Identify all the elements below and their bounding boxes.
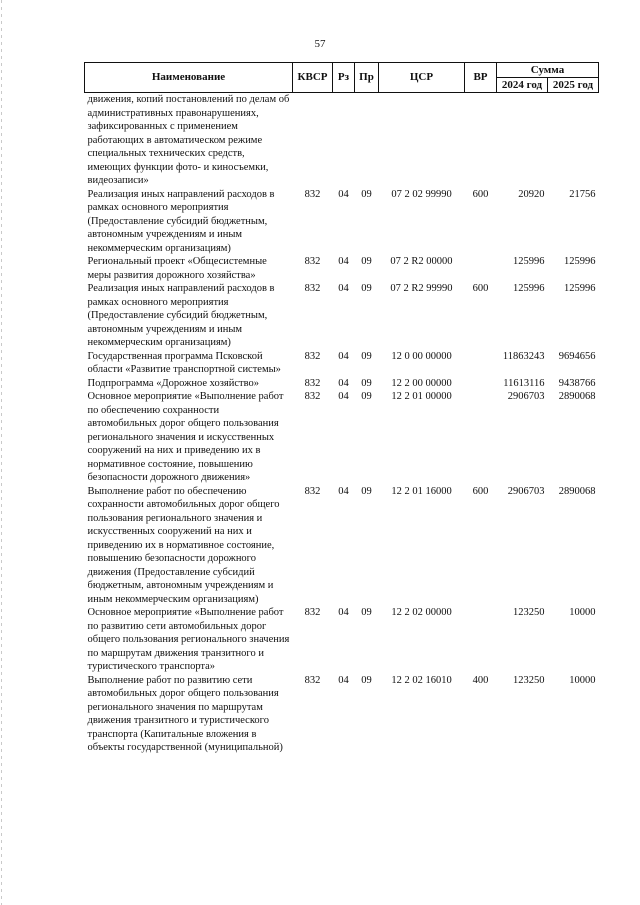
cell-vr — [465, 390, 497, 485]
cell-rz — [333, 93, 355, 188]
header-sum: Сумма — [497, 63, 599, 78]
cell-kvsr: 832 — [304, 350, 321, 362]
header-vr: ВР — [465, 63, 497, 93]
cell-csr: 12 2 00 00000 — [391, 377, 452, 389]
cell-sum-2025: 9438766 — [558, 377, 596, 389]
header-rz: Рз — [333, 63, 355, 93]
cell-kvsr: 832 — [304, 674, 321, 686]
cell-vr: 600 — [472, 283, 489, 294]
cell-csr: 12 0 00 00000 — [391, 350, 452, 362]
table-row — [85, 188, 599, 256]
cell-kvsr: 832 — [304, 188, 321, 200]
cell-vr — [465, 606, 497, 674]
cell-pr: 09 — [361, 391, 372, 402]
cell-sum-2025: 10000 — [569, 607, 596, 618]
cell-csr — [379, 93, 465, 188]
cell-rz: 04 — [338, 485, 349, 497]
table-body — [85, 93, 599, 755]
cell-kvsr — [293, 93, 333, 188]
cell-kvsr: 832 — [304, 256, 321, 267]
cell-name: Региональный проект «Общесистемные меры развития дорожного хозяйства» — [87, 256, 267, 281]
cell-vr — [465, 255, 497, 282]
table-row — [85, 282, 599, 350]
header-year-2024: 2024 год — [497, 78, 548, 93]
cell-rz: 04 — [338, 377, 349, 389]
cell-kvsr: 832 — [304, 377, 321, 389]
budget-table — [84, 62, 599, 755]
table-row — [85, 674, 599, 755]
cell-name: Государственная программа Псковской области «Развитие транспортной системы» — [87, 350, 281, 375]
cell-sum-2024: 123250 — [513, 607, 545, 618]
cell-pr: 09 — [361, 377, 372, 389]
cell-kvsr: 832 — [304, 607, 321, 618]
cell-pr: 09 — [361, 283, 372, 294]
page-number: 57 — [314, 38, 326, 50]
cell-pr: 09 — [361, 188, 372, 200]
table-row — [85, 377, 599, 391]
cell-name: Выполнение работ по обеспечению сохранности автомобильных дорог общего пользования регионального значения и искусственных сооружений на них и приведению их в нормативное состояние, повышению безопасности дорожного движения (Предоставление субсидий бюджетным, автономным учреждениям и иным некоммерческим организациям) — [87, 485, 280, 605]
cell-vr — [465, 377, 497, 391]
cell-vr — [465, 93, 497, 188]
table-row — [85, 255, 599, 282]
header-kvsr: КВСР — [293, 63, 333, 93]
cell-pr: 09 — [361, 350, 372, 362]
cell-sum-2024: 125996 — [513, 283, 545, 294]
cell-sum-2024 — [497, 93, 548, 188]
cell-sum-2025 — [548, 93, 599, 188]
header-csr: ЦСР — [379, 63, 465, 93]
header-year-2025: 2025 год — [548, 78, 599, 93]
cell-sum-2024: 11863243 — [502, 350, 545, 362]
table-row — [85, 606, 599, 674]
header-pr: Пр — [355, 63, 379, 93]
cell-sum-2024: 2906703 — [507, 485, 545, 497]
cell-sum-2025: 125996 — [564, 256, 596, 267]
cell-name: Основное мероприятие «Выполнение работ по развитию сети автомобильных дорог общего пользования регионального значения по маршрутам движения транзитного и туристического транспорта» — [87, 607, 290, 672]
cell-rz: 04 — [338, 391, 349, 402]
cell-pr: 09 — [361, 607, 372, 618]
table-row — [85, 350, 599, 377]
cell-sum-2025: 9694656 — [558, 350, 596, 362]
cell-rz: 04 — [338, 283, 349, 294]
cell-sum-2025: 10000 — [569, 674, 596, 686]
cell-rz: 04 — [338, 188, 349, 200]
cell-sum-2024: 20920 — [518, 188, 545, 200]
cell-csr: 12 2 01 16000 — [391, 485, 452, 497]
cell-rz: 04 — [338, 350, 349, 362]
cell-sum-2025: 2890068 — [558, 391, 596, 402]
cell-sum-2025: 125996 — [564, 283, 596, 294]
table-row — [85, 390, 599, 485]
cell-vr: 600 — [472, 188, 489, 200]
cell-csr: 12 2 02 00000 — [391, 607, 452, 618]
cell-pr: 09 — [361, 674, 372, 686]
cell-name: Подпрограмма «Дорожное хозяйство» — [87, 377, 259, 389]
cell-name: Выполнение работ по развитию сети автомобильных дорог общего пользования регионального значения по маршрутам движения транзитного и туристического транспорта (Капитальные вложения в объекты государственной (муниципальной) — [87, 674, 283, 753]
cell-rz: 04 — [338, 607, 349, 618]
cell-sum-2025: 21756 — [569, 188, 596, 200]
cell-vr: 600 — [472, 485, 489, 497]
header-name: Наименование — [85, 63, 293, 93]
cell-vr — [465, 350, 497, 377]
cell-pr: 09 — [361, 256, 372, 267]
cell-sum-2024: 123250 — [513, 674, 545, 686]
cell-pr — [355, 93, 379, 188]
cell-name: Реализация иных направлений расходов в рамках основного мероприятия (Предоставление субсидий бюджетным, автономным учреждениям и иным некоммерческим организациям) — [87, 188, 275, 254]
cell-rz: 04 — [338, 674, 349, 686]
cell-name: Реализация иных направлений расходов в рамках основного мероприятия (Предоставление субсидий бюджетным, автономным учреждениям и иным некоммерческим организациям) — [87, 283, 275, 348]
cell-vr: 400 — [472, 674, 489, 686]
cell-csr: 12 2 02 16010 — [391, 674, 452, 686]
cell-name: движения, копий постановлений по делам об административных правонарушениях, зафиксированных с применением работающих в автоматическом режиме специальных технических средств, имеющих функции фото- и киносъемки, видеозаписи» — [87, 94, 290, 186]
cell-sum-2025: 2890068 — [558, 485, 596, 497]
scan-edge — [1, 0, 2, 905]
cell-rz: 04 — [338, 256, 349, 267]
cell-sum-2024: 2906703 — [507, 391, 545, 402]
table-row — [85, 93, 599, 188]
cell-sum-2024: 125996 — [513, 256, 545, 267]
cell-csr: 07 2 R2 99990 — [390, 283, 453, 294]
cell-csr: 07 2 02 99990 — [391, 188, 452, 200]
cell-pr: 09 — [361, 485, 372, 497]
cell-csr: 07 2 R2 00000 — [390, 256, 453, 267]
cell-sum-2024: 11613116 — [503, 377, 545, 389]
cell-kvsr: 832 — [304, 391, 321, 402]
cell-kvsr: 832 — [304, 485, 321, 497]
cell-csr: 12 2 01 00000 — [391, 391, 452, 402]
cell-name: Основное мероприятие «Выполнение работ по обеспечению сохранности автомобильных дорог общего пользования регионального значения и искусственных сооружений на них и приведению их в нормативное состояние, повышению безопасности дорожного движения» — [87, 391, 284, 483]
cell-kvsr: 832 — [304, 283, 321, 294]
table-row — [85, 485, 599, 607]
